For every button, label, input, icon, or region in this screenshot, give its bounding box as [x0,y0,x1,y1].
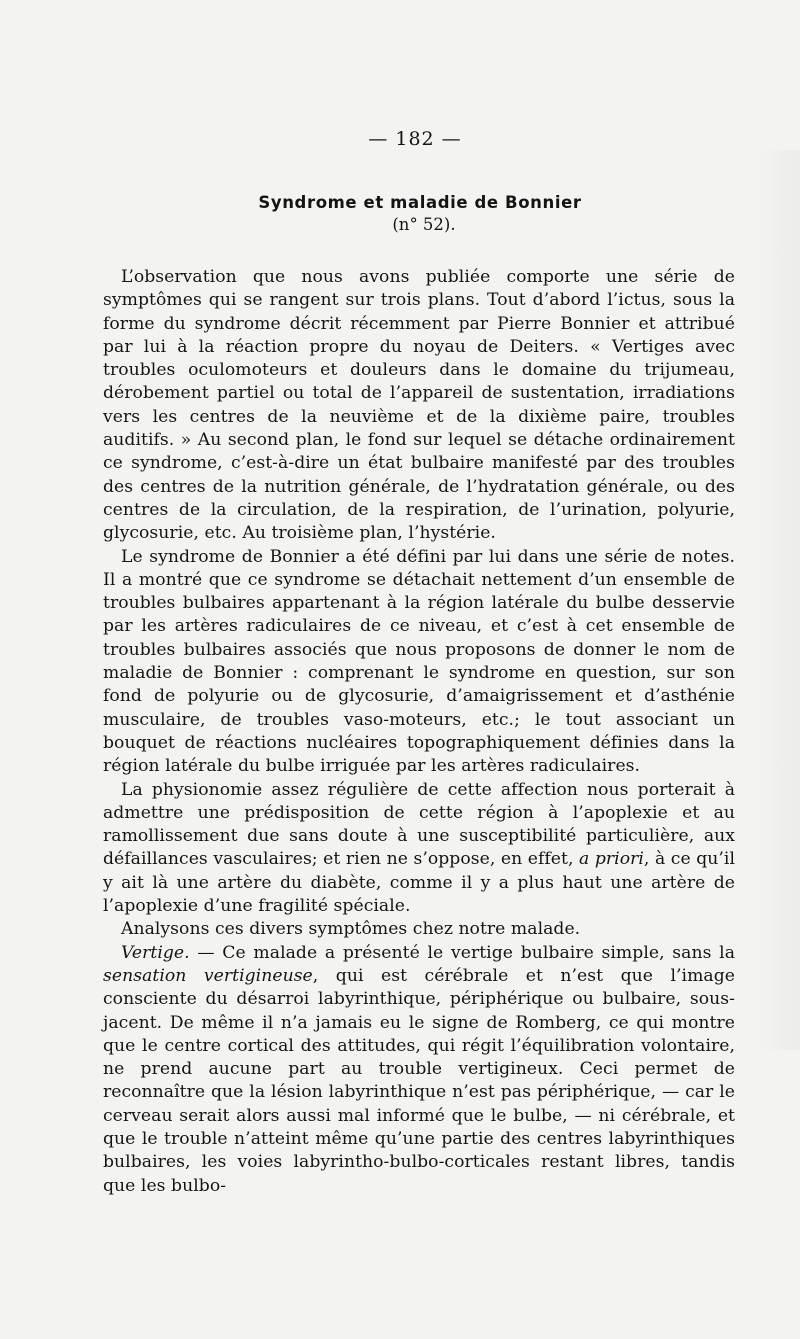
italic-phrase: sensation vertigineuse [103,965,313,986]
paragraph: Analysons ces divers symptômes chez notre malade. [121,919,581,940]
paragraph-text: — Ce malade a présenté le vertige bulbaire simple, sans la [189,942,735,963]
paragraph-text: , à ce qu’il y ait là une artère du diabète, comme il y a plus haut une artère de l’apoplexie d’une fragilité spéciale. [103,849,735,917]
italic-phrase: a priori [579,849,644,870]
paragraph-text: La physionomie assez régulière de cette affection nous porterait à admettre une prédisposition de cette région à l’apoplexie et au ramollissement due sans doute à une susceptibilité particulière, aux défaillances vasculaires; et rien ne s’oppose, en effet, [103,779,735,870]
page-number: — 182 — [368,128,462,150]
section-subtitle: (n° 52). [392,215,456,234]
italic-heading: Vertige. [121,942,190,963]
section-heading [0,192,800,236]
section-title: Syndrome et maladie de Bonnier [258,193,582,212]
paragraph-text: , qui est cérébrale et n’est que l’image consciente du désarroi labyrinthique, périphérique ou bulbaire, sous-jacent. De même il n’a jamais eu le signe de Romberg, ce qui montre que le centre cortical des attitudes, qui régit l’équilibration volontaire, ne prend aucune part au trouble vertigineux. Ceci permet de reconnaître que la lésion labyrinthique n’est pas périphérique, — car le cerveau serait alors aussi mal informé que le bulbe, — ni cérébrale, et que le trouble n’atteint même qu’une partie des centres labyrinthiques bulbaires, les voies labyrintho-bulbo-corticales restant libres, tandis que les bulbo- [103,965,735,1196]
paragraph [103,779,735,919]
paragraph: Le syndrome de Bonnier a été défini par lui dans une série de notes. Il a montré que ce syndrome se détachait nettement d’un ensemble de troubles bulbaires appartenant à la région latérale du bulbe desservie par les artères radiculaires de ce niveau, et c’est à cet ensemble de troubles bulbaires associés que nous proposons de donner le nom de maladie de Bonnier : comprenant le syndrome en question, sur son fond de polyurie ou de glycosurie, d’amaigrissement et d’asthénie musculaire, de troubles vaso-moteurs, etc.; le tout associant un bouquet de réactions nucléaires topographiquement définies dans la région latérale du bulbe irriguée par les artères radiculaires. [103,546,735,777]
page-edge-shadow [760,150,800,1050]
paragraph: L’observation que nous avons publiée comporte une série de symptômes qui se rangent sur trois plans. Tout d’abord l’ictus, sous la forme du syndrome décrit récemment par Pierre Bonnier et attribué par lui à la réaction propre du noyau de Deiters. « Vertiges avec troubles oculomoteurs et douleurs dans le domaine du trijumeau, dérobement partiel ou total de l’appareil de sustentation, irradiations vers les centres de la neuvième et de la dixième paire, troubles auditifs. » Au second plan, le fond sur lequel se détache ordinairement ce syndrome, c’est-à-dire un état bulbaire manifesté par des troubles des centres de la nutrition générale, de l’hydratation générale, ou des centres de la circulation, de la respiration, de l’urination, polyurie, glycosurie, etc. Au troisième plan, l’hystérie. [103,267,735,544]
body-text [103,266,735,1198]
paragraph [103,942,735,1198]
